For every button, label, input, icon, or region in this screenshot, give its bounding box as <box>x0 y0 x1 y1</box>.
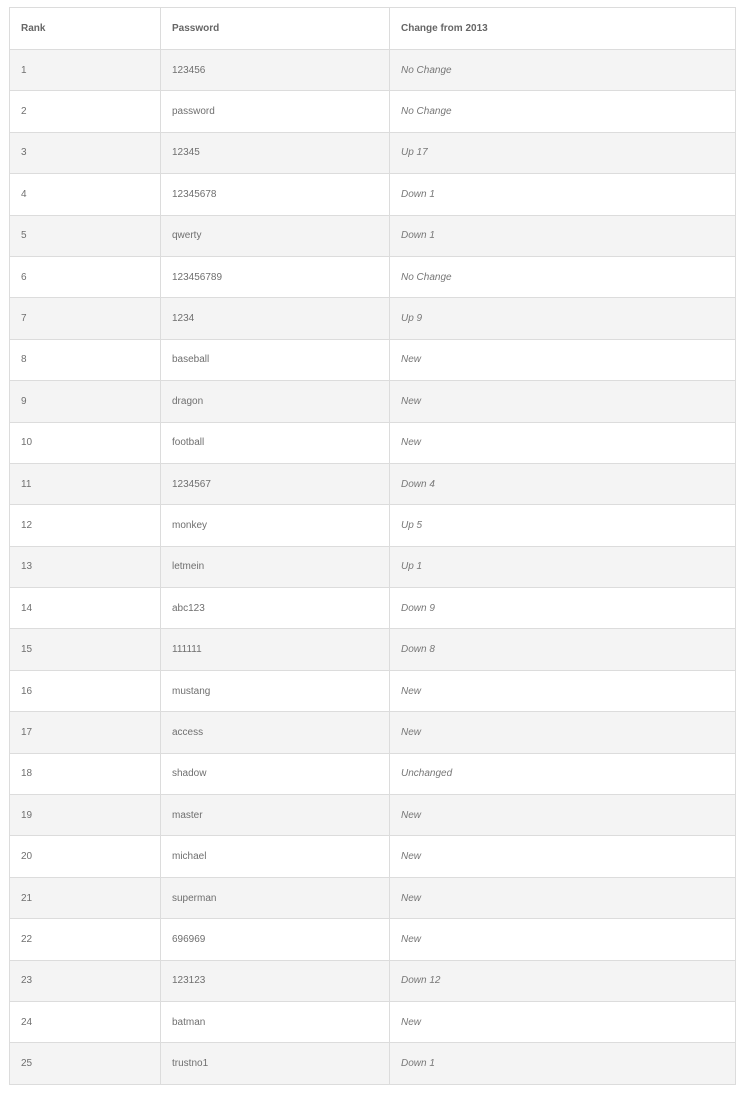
rank-cell: 11 <box>10 463 161 504</box>
rank-cell: 1 <box>10 50 161 91</box>
change-cell: New <box>390 919 736 960</box>
change-cell: New <box>390 422 736 463</box>
change-cell: Down 1 <box>390 215 736 256</box>
password-table <box>9 7 736 1085</box>
table-row <box>10 877 736 918</box>
change-cell: New <box>390 712 736 753</box>
change-cell: Down 9 <box>390 588 736 629</box>
table-row <box>10 670 736 711</box>
password-cell: 1234567 <box>161 463 390 504</box>
table-row <box>10 256 736 297</box>
change-cell: Up 1 <box>390 546 736 587</box>
table-row <box>10 463 736 504</box>
header-change: Change from 2013 <box>390 8 736 50</box>
rank-cell: 4 <box>10 174 161 215</box>
table-row <box>10 422 736 463</box>
password-cell: master <box>161 795 390 836</box>
rank-cell: 5 <box>10 215 161 256</box>
password-cell: monkey <box>161 505 390 546</box>
table-row <box>10 298 736 339</box>
password-cell: access <box>161 712 390 753</box>
table-row <box>10 836 736 877</box>
change-cell: New <box>390 836 736 877</box>
change-cell: Down 1 <box>390 1043 736 1084</box>
change-cell: No Change <box>390 50 736 91</box>
table-row <box>10 960 736 1001</box>
password-cell: trustno1 <box>161 1043 390 1084</box>
password-cell: abc123 <box>161 588 390 629</box>
change-cell: Up 5 <box>390 505 736 546</box>
table-row <box>10 919 736 960</box>
rank-cell: 9 <box>10 381 161 422</box>
change-cell: Unchanged <box>390 753 736 794</box>
rank-cell: 17 <box>10 712 161 753</box>
change-cell: Down 1 <box>390 174 736 215</box>
password-cell: password <box>161 91 390 132</box>
change-cell: No Change <box>390 256 736 297</box>
change-cell: New <box>390 670 736 711</box>
table-header <box>10 8 736 50</box>
rank-cell: 10 <box>10 422 161 463</box>
rank-cell: 24 <box>10 1001 161 1042</box>
password-cell: football <box>161 422 390 463</box>
password-cell: letmein <box>161 546 390 587</box>
rank-cell: 2 <box>10 91 161 132</box>
table-row <box>10 91 736 132</box>
change-cell: Down 8 <box>390 629 736 670</box>
rank-cell: 22 <box>10 919 161 960</box>
change-cell: New <box>390 877 736 918</box>
rank-cell: 16 <box>10 670 161 711</box>
password-cell: 12345 <box>161 132 390 173</box>
rank-cell: 12 <box>10 505 161 546</box>
password-cell: superman <box>161 877 390 918</box>
header-row <box>10 8 736 50</box>
table-row <box>10 132 736 173</box>
change-cell: Down 4 <box>390 463 736 504</box>
table-row <box>10 1001 736 1042</box>
password-cell: 12345678 <box>161 174 390 215</box>
table-row <box>10 629 736 670</box>
header-rank: Rank <box>10 8 161 50</box>
table-row <box>10 505 736 546</box>
rank-cell: 21 <box>10 877 161 918</box>
table-row <box>10 215 736 256</box>
password-cell: 111111 <box>161 629 390 670</box>
password-cell: baseball <box>161 339 390 380</box>
rank-cell: 7 <box>10 298 161 339</box>
password-cell: batman <box>161 1001 390 1042</box>
table-row <box>10 753 736 794</box>
password-cell: michael <box>161 836 390 877</box>
table-row <box>10 546 736 587</box>
change-cell: Up 17 <box>390 132 736 173</box>
table-row <box>10 795 736 836</box>
table-row <box>10 712 736 753</box>
password-cell: 696969 <box>161 919 390 960</box>
password-cell: shadow <box>161 753 390 794</box>
rank-cell: 25 <box>10 1043 161 1084</box>
password-cell: 1234 <box>161 298 390 339</box>
table-row <box>10 50 736 91</box>
table-row <box>10 174 736 215</box>
change-cell: New <box>390 795 736 836</box>
password-cell: 123456789 <box>161 256 390 297</box>
rank-cell: 13 <box>10 546 161 587</box>
change-cell: No Change <box>390 91 736 132</box>
rank-cell: 15 <box>10 629 161 670</box>
rank-cell: 6 <box>10 256 161 297</box>
table-row <box>10 381 736 422</box>
password-cell: 123456 <box>161 50 390 91</box>
table-row <box>10 339 736 380</box>
rank-cell: 8 <box>10 339 161 380</box>
change-cell: New <box>390 1001 736 1042</box>
rank-cell: 19 <box>10 795 161 836</box>
header-password: Password <box>161 8 390 50</box>
change-cell: New <box>390 339 736 380</box>
password-cell: mustang <box>161 670 390 711</box>
table-row <box>10 588 736 629</box>
password-cell: 123123 <box>161 960 390 1001</box>
rank-cell: 20 <box>10 836 161 877</box>
change-cell: Down 12 <box>390 960 736 1001</box>
rank-cell: 14 <box>10 588 161 629</box>
password-table-container <box>9 7 735 1085</box>
password-cell: qwerty <box>161 215 390 256</box>
rank-cell: 18 <box>10 753 161 794</box>
change-cell: Up 9 <box>390 298 736 339</box>
table-body <box>10 50 736 1085</box>
rank-cell: 3 <box>10 132 161 173</box>
table-row <box>10 1043 736 1084</box>
rank-cell: 23 <box>10 960 161 1001</box>
password-cell: dragon <box>161 381 390 422</box>
change-cell: New <box>390 381 736 422</box>
